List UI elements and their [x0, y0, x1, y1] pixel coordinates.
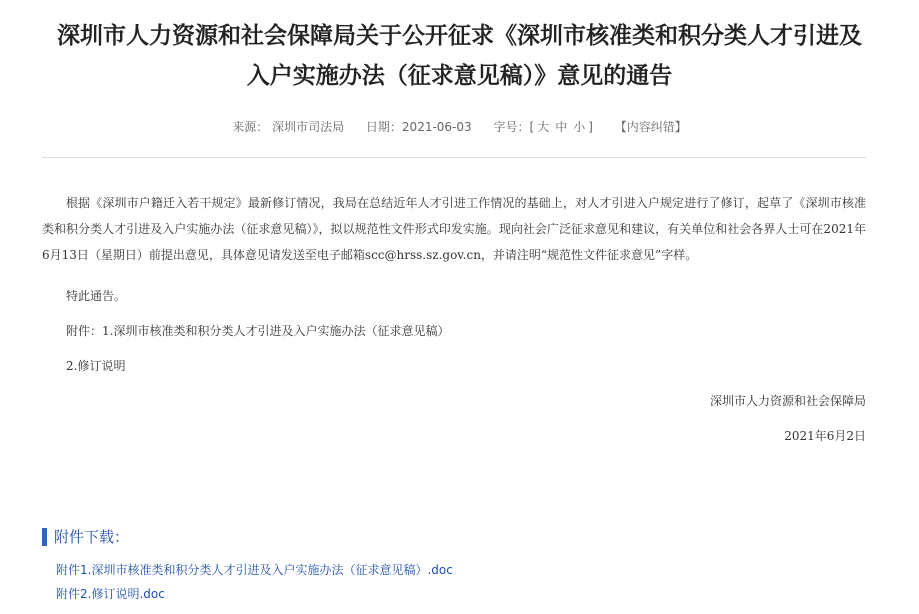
font-size-medium[interactable]: 中 — [555, 120, 568, 134]
download-link-attachment-1[interactable]: 附件1.深圳市核准类和积分类人才引进及入户实施办法（征求意见稿）.doc — [56, 563, 453, 577]
source-value: 深圳市司法局 — [272, 120, 345, 134]
page-title-line-2: 入户实施办法（征求意见稿）》意见的通告 — [246, 63, 673, 89]
date-label: 日期： — [365, 120, 402, 134]
font-size-label: 字号：[ — [493, 120, 535, 134]
downloads-heading — [42, 527, 129, 547]
notice-line: 特此通告。 — [66, 289, 127, 303]
article-body — [42, 190, 866, 443]
font-size-large[interactable]: 大 — [537, 120, 550, 134]
attachment-line-1: 附件：1.深圳市核准类和积分类人才引进及入户实施办法（征求意见稿） — [66, 324, 450, 338]
page-title-line-1: 深圳市人力资源和社会保障局关于公开征求《深圳市核准类和积分类人才引进及 — [57, 23, 862, 49]
font-size-small[interactable]: 小 — [573, 120, 586, 134]
sign-date: 2021年6月2日 — [784, 429, 866, 443]
signer: 深圳市人力资源和社会保障局 — [709, 394, 866, 408]
download-link-attachment-2[interactable]: 附件2.修订说明.doc — [56, 587, 165, 601]
content-error-report-link[interactable]: 【内容纠错】 — [614, 120, 687, 134]
source-label: 来源： — [232, 120, 269, 134]
article-meta — [0, 118, 919, 135]
divider — [42, 157, 866, 158]
section-bar-icon — [42, 528, 47, 546]
date-info — [366, 120, 472, 134]
body-paragraph: 根据《深圳市户籍迁入若干规定》最新修订情况，我局在总结近年人才引进工作情况的基础上，对人才引进入户规定进行了修订，起草了《深圳市核准类和积分类人才引进及入户实施办法（征求意见稿）》，拟以规范性文件形式印发实施。现向社会广泛征求意见和建议，有关单位和社会各界人士可在2021年6月13日（星期日）前提出意见，具体意见请发送至电子邮箱scc@hrss.sz.gov.cn，并请注明“规范性文件征求意见”字样。 — [42, 196, 866, 262]
font-size-control — [494, 120, 593, 134]
downloads-heading-label: 附件下载： — [54, 528, 130, 546]
page-title — [20, 16, 899, 96]
source-info — [232, 120, 344, 134]
attachment-line-2: 2.修订说明 — [66, 359, 126, 373]
date-value: 2021-06-03 — [401, 120, 472, 134]
font-size-close: ] — [588, 120, 593, 134]
